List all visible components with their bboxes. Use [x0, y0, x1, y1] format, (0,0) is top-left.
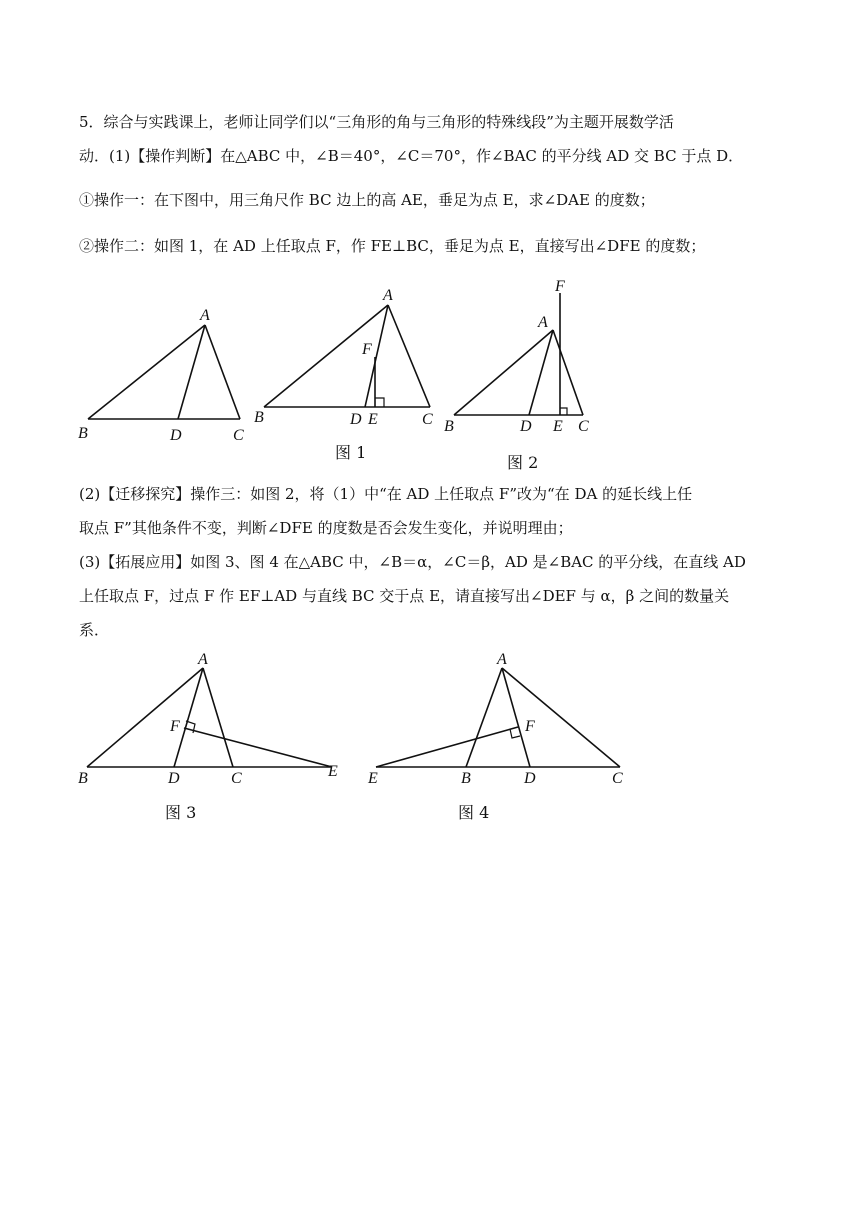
segment-ac	[502, 668, 620, 767]
figure-1	[248, 280, 448, 430]
problem-line-4: ②操作二：如图 1，在 AD 上任取点 F，作 FE⊥BC，垂足为点 E，直接写出∠DFE 的度数；	[79, 237, 706, 255]
problem-line-8: 上任取点 F，过点 F 作 EF⊥AD 与直线 BC 交于点 E，请直接写出∠DEF 与 α，β 之间的数量关	[79, 587, 730, 605]
segment-fe	[184, 728, 332, 767]
label-f: F	[525, 718, 535, 735]
segment-ac	[205, 325, 240, 419]
label-a: A	[200, 307, 210, 324]
figure-3-caption: 图 3	[165, 803, 197, 822]
figure-3	[70, 645, 360, 785]
label-b: B	[78, 425, 88, 442]
label-d: D	[520, 418, 532, 435]
label-f: F	[555, 278, 565, 295]
label-e: E	[553, 418, 563, 435]
label-e: E	[328, 763, 338, 780]
label-b: B	[254, 409, 264, 426]
label-a: A	[497, 651, 507, 668]
figure-1-caption: 图 1	[335, 443, 367, 462]
label-c: C	[578, 418, 589, 435]
figure-2	[440, 275, 605, 440]
label-c: C	[233, 427, 244, 444]
segment-ab	[466, 668, 502, 767]
label-a: A	[538, 314, 548, 331]
label-b: B	[444, 418, 454, 435]
right-angle-mark	[375, 398, 384, 407]
label-e: E	[368, 770, 378, 787]
figure-0	[70, 300, 255, 445]
label-d: D	[524, 770, 536, 787]
segment-ab	[88, 325, 205, 419]
segment-ab	[87, 668, 203, 767]
label-b: B	[461, 770, 471, 787]
segment-ad	[529, 330, 553, 415]
segment-ad	[178, 325, 205, 419]
problem-line-9: 系．	[79, 621, 110, 639]
label-c: C	[231, 770, 242, 787]
label-d: D	[170, 427, 182, 444]
problem-line-5: (2)【迁移探究】操作三：如图 2，将（1）中“在 AD 上任取点 F”改为“在 DA 的延长线上任	[79, 485, 693, 503]
segment-ab	[454, 330, 553, 415]
label-c: C	[422, 411, 433, 428]
figure-4-caption: 图 4	[458, 803, 490, 822]
right-angle-mark	[510, 729, 520, 738]
label-d: D	[168, 770, 180, 787]
right-angle-mark	[560, 408, 567, 415]
problem-line-1: 5．综合与实践课上，老师让同学们以“三角形的角与三角形的特殊线段”为主题开展数学活	[79, 113, 674, 131]
segment-ac	[388, 305, 430, 407]
label-b: B	[78, 770, 88, 787]
problem-line-7: (3)【拓展应用】如图 3、图 4 在△ABC 中，∠B＝α，∠C＝β，AD 是∠BAC 的平分线，在直线 AD	[79, 553, 746, 571]
label-f: F	[362, 341, 372, 358]
problem-line-6: 取点 F”其他条件不变，判断∠DFE 的度数是否会发生变化，并说明理由；	[79, 519, 573, 537]
segment-ac	[203, 668, 233, 767]
label-a: A	[383, 287, 393, 304]
figure-2-caption: 图 2	[507, 453, 539, 472]
problem-line-3: ①操作一：在下图中，用三角尺作 BC 边上的高 AE，垂足为点 E，求∠DAE 的度数；	[79, 191, 655, 209]
figure-4	[360, 645, 640, 785]
segment-ac	[553, 330, 583, 415]
label-d: D	[350, 411, 362, 428]
segment-ef	[376, 727, 518, 767]
label-e: E	[368, 411, 378, 428]
label-f: F	[170, 718, 180, 735]
label-a: A	[198, 651, 208, 668]
problem-line-2: 动．(1)【操作判断】在△ABC 中，∠B＝40°，∠C＝70°，作∠BAC 的平分线 AD 交 BC 于点 D．	[79, 147, 744, 165]
label-c: C	[612, 770, 623, 787]
